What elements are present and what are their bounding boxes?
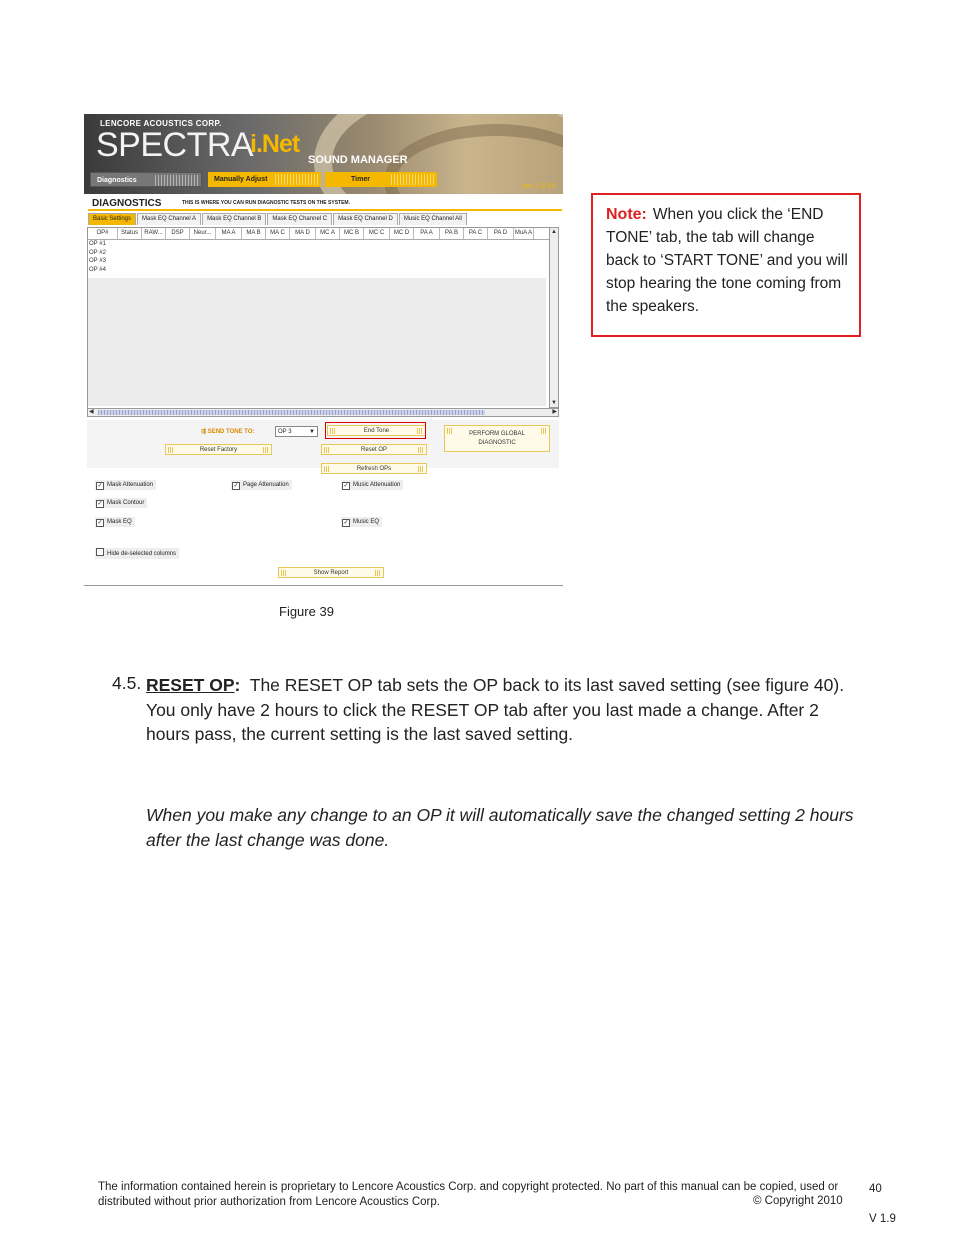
nav-tab-label: Diagnostics [97, 177, 137, 184]
app-banner [84, 114, 563, 194]
checkmark-icon[interactable]: ✓ [233, 483, 239, 489]
section-number: 4.5. [112, 673, 142, 693]
op-select[interactable] [275, 426, 318, 437]
dropdown-arrow-icon: ▼ [309, 429, 315, 435]
section-heading: RESET OP [146, 675, 235, 695]
checkbox-label: Hide de-selected columns [107, 551, 177, 557]
table-header [88, 228, 554, 240]
brand-corp: LENCORE ACOUSTICS CORP. [100, 119, 222, 128]
column-header[interactable]: MA C [266, 228, 290, 239]
nav-tab-diagnostics[interactable] [90, 172, 202, 187]
table-row[interactable]: OP #4 [89, 266, 106, 273]
column-header[interactable]: RAW... [142, 228, 166, 239]
column-header[interactable]: DSP [166, 228, 190, 239]
app-version: ver. 1.0.19 [522, 183, 555, 190]
nav-tab-label: Timer [351, 176, 370, 183]
table-row[interactable]: OP #1 [89, 241, 106, 247]
table-empty-area [88, 278, 546, 406]
end-tone-label: End Tone [363, 428, 390, 434]
section-body: The RESET OP tab sets the OP back to its last saved setting (see figure 40). You only have 2 hours to click the RESET OP tab after you last made a change. After 2 hours pass, the current setting is the last saved setting. [146, 675, 845, 744]
checkbox-mask-attenuation[interactable] [95, 480, 156, 490]
scroll-up-icon[interactable]: ▲ [551, 229, 557, 235]
column-header[interactable]: MC C [364, 228, 390, 239]
checkbox-label: Page Attenuation [243, 482, 289, 488]
speaker-icon: ⇶ [201, 429, 207, 435]
column-header[interactable]: MA D [290, 228, 316, 239]
end-tone-highlight [325, 422, 426, 439]
checkmark-icon[interactable]: ✓ [97, 483, 103, 489]
nav-tab-label: Manually Adjust [214, 176, 268, 183]
checkmark-icon[interactable]: ✓ [97, 520, 103, 526]
reset-factory-button[interactable] [165, 444, 272, 455]
checkbox-label: Mask Attenuation [107, 482, 154, 488]
column-header[interactable]: Status [118, 228, 142, 239]
column-header[interactable]: OP# [88, 228, 118, 239]
column-header[interactable]: PA B [440, 228, 464, 239]
global-diagnostic-label-1: PERFORM GLOBAL [469, 431, 525, 437]
checkbox-label: Music Attenuation [353, 482, 401, 488]
column-header[interactable]: PA D [488, 228, 514, 239]
reset-factory-label: Reset Factory [199, 447, 238, 453]
section-divider [88, 209, 562, 211]
column-header[interactable]: MuA A [514, 228, 534, 239]
horizontal-scrollbar[interactable] [87, 408, 559, 417]
table-body [88, 240, 546, 274]
section-title: DIAGNOSTICS [92, 198, 162, 209]
tab-mask-eq-d[interactable]: Mask EQ Channel D [333, 213, 398, 225]
figure-39-screenshot [84, 114, 563, 586]
column-header[interactable]: PA A [414, 228, 440, 239]
checkbox-mask-contour[interactable] [95, 498, 147, 508]
checkbox-music-attenuation[interactable] [341, 480, 403, 490]
column-header[interactable]: MA A [216, 228, 242, 239]
tab-music-eq-all[interactable]: Music EQ Channel All [399, 213, 467, 225]
brand-subtitle: SOUND MANAGER [308, 154, 408, 166]
diagnostic-tabs [88, 213, 562, 225]
op-table [87, 227, 555, 409]
perform-global-diagnostic-button[interactable] [444, 425, 550, 452]
checkbox-empty[interactable] [96, 548, 104, 556]
nav-tab-timer[interactable] [325, 172, 437, 187]
nav-tab-manually-adjust[interactable] [208, 172, 321, 187]
send-tone-label [201, 428, 255, 435]
checkmark-icon[interactable]: ✓ [343, 483, 349, 489]
section-heading-colon: : [234, 675, 241, 695]
scroll-left-icon[interactable]: ◀ [89, 409, 94, 415]
scroll-thumb[interactable] [98, 410, 485, 415]
checkmark-icon[interactable]: ✓ [343, 520, 349, 526]
show-report-label: Show Report [313, 570, 349, 576]
tab-basic-settings[interactable]: Basic Settings [88, 213, 136, 225]
op-select-value: OP 3 [278, 429, 292, 435]
global-diagnostic-label-2: DIAGNOSTIC [478, 440, 516, 446]
brand-suffix: i.Net [250, 130, 300, 158]
page-number: 40 [869, 1183, 882, 1195]
section-subtitle: THIS IS WHERE YOU CAN RUN DIAGNOSTIC TESTS ON THE SYSTEM. [182, 200, 350, 206]
checkbox-page-attenuation[interactable] [231, 480, 292, 490]
document-version: V 1.9 [869, 1213, 896, 1225]
checkbox-label: Mask EQ [107, 519, 132, 525]
refresh-ops-label: Refresh OPs [356, 466, 392, 472]
column-header[interactable]: MC D [390, 228, 414, 239]
column-header[interactable]: MC B [340, 228, 364, 239]
checkbox-mask-eq[interactable] [95, 517, 135, 527]
tab-mask-eq-a[interactable]: Mask EQ Channel A [137, 213, 201, 225]
column-header[interactable]: PA C [464, 228, 488, 239]
reset-op-label: Reset OP [360, 447, 387, 453]
tab-mask-eq-b[interactable]: Mask EQ Channel B [202, 213, 266, 225]
vertical-scrollbar[interactable] [549, 227, 559, 408]
show-report-button[interactable] [278, 567, 384, 578]
section-paragraph [146, 673, 866, 747]
scroll-right-icon[interactable]: ▶ [552, 409, 557, 415]
note-text: When you click the ‘END TONE’ tab, the tab will change back to ‘START TONE’ and you will stop hearing the tone coming from the speakers. [606, 206, 848, 315]
checkmark-icon[interactable]: ✓ [97, 501, 103, 507]
column-header[interactable]: MC A [316, 228, 340, 239]
footer-disclaimer: The information contained herein is proprietary to Lencore Acoustics Corp. and copyright protected. No part of this manual can be copied, used or distributed without prior authorization from Lencore Acoustics Corp. [98, 1181, 839, 1208]
scroll-down-icon[interactable]: ▼ [551, 400, 557, 406]
brand-product: SPECTRA [96, 126, 254, 164]
checkbox-label: Mask Contour [107, 500, 145, 506]
tab-mask-eq-c[interactable]: Mask EQ Channel C [267, 213, 332, 225]
checkbox-hide-deselected[interactable] [95, 548, 179, 559]
checkbox-music-eq[interactable] [341, 517, 382, 527]
reset-op-button[interactable] [321, 444, 427, 455]
figure-caption: Figure 39 [279, 604, 334, 619]
auto-save-note: When you make any change to an OP it will automatically save the changed setting 2 hours after the last change was done. [146, 805, 854, 850]
table-row[interactable]: OP #3 [89, 258, 106, 264]
note-label: Note: [606, 206, 647, 223]
table-row[interactable]: OP #2 [89, 249, 106, 256]
column-header[interactable]: Neur... [190, 228, 216, 239]
column-header[interactable]: MA B [242, 228, 266, 239]
refresh-ops-button[interactable] [321, 463, 427, 474]
note-box [591, 193, 861, 337]
send-tone-text: SEND TONE TO: [207, 429, 255, 435]
footer-copyright: © Copyright 2010 [753, 1195, 843, 1207]
checkbox-label: Music EQ [353, 519, 380, 525]
